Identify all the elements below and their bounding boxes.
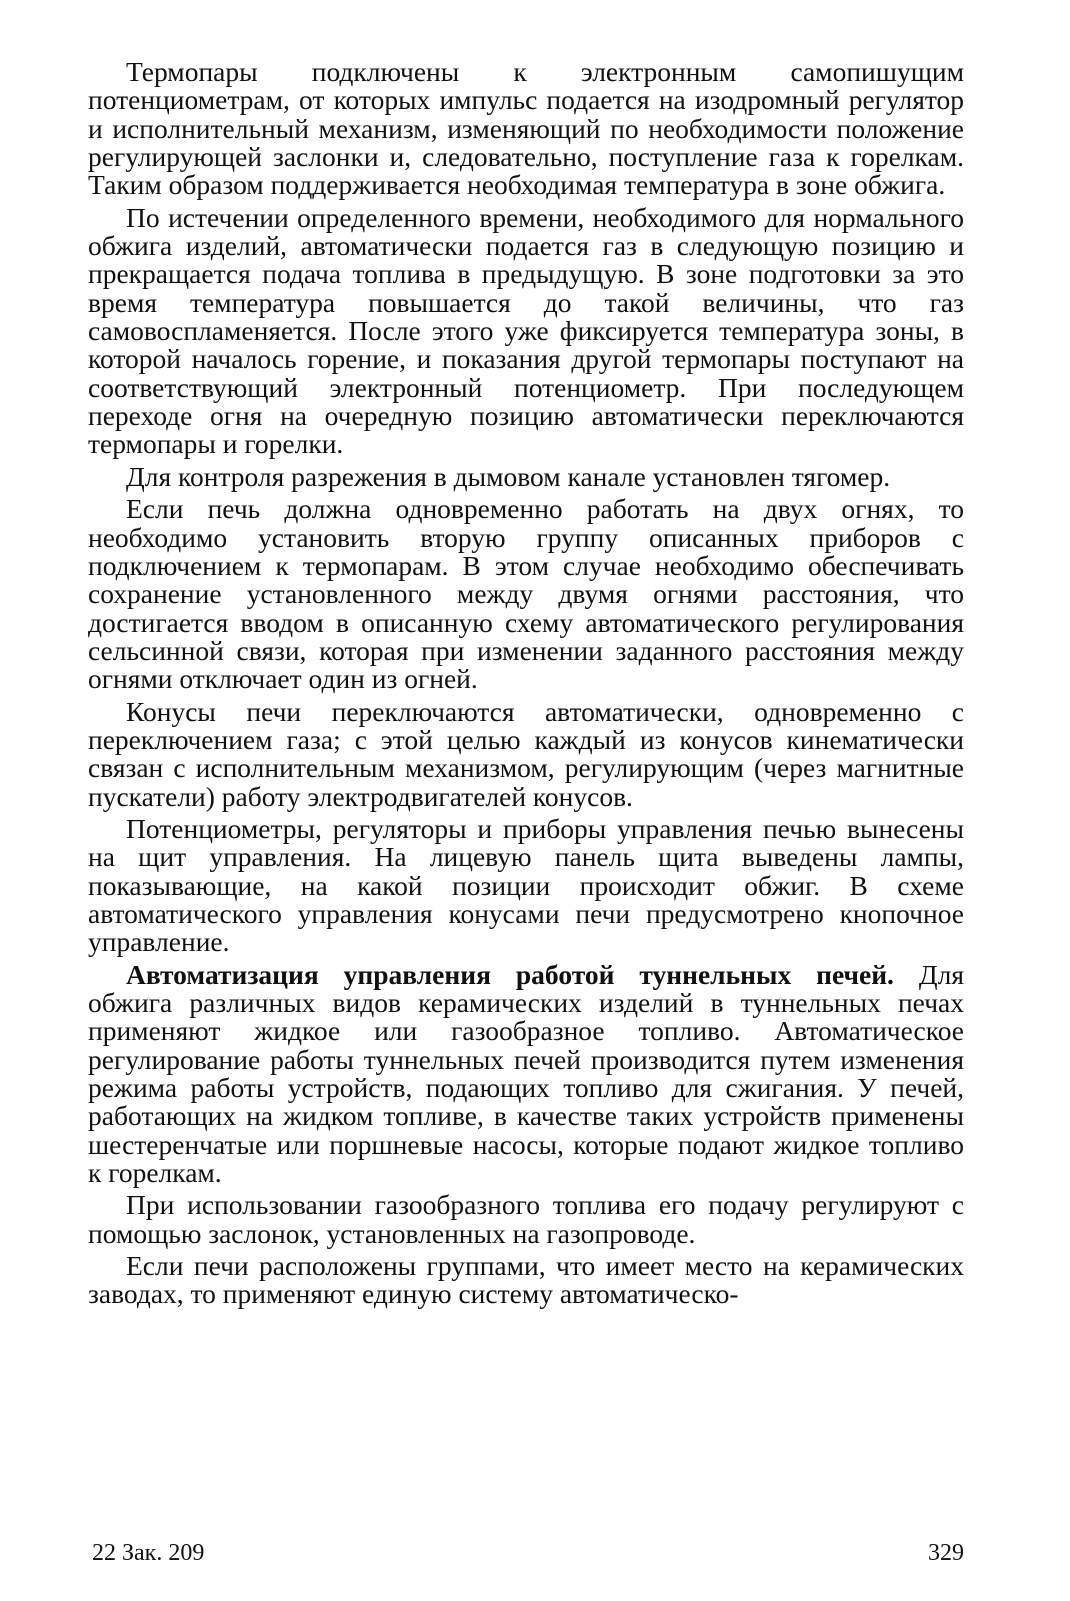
paragraph-time-expiry: По истечении определенного времени, необходимого для нормального обжига изделий, автоматически подается газ в следующую позицию и прекращается подача топлива в предыдущую. В зоне подготовки за это время температура повышается до такой величины, что газ самовоспламеняется. После этого уже фиксируется температура зоны, в которой началось горение, и показания другой термопары поступают на соответствующий электронный потенциометр. При последующем переходе огня на очередную позицию автоматически переключаются термопары и горелки. <box>88 201 964 460</box>
paragraph-tunnel-kilns <box>88 958 965 1189</box>
printer-signature: 22 Зак. 209 <box>92 1540 205 1566</box>
page-footer <box>92 1540 964 1567</box>
page-number: 329 <box>928 1540 964 1566</box>
paragraph-control-panel: Потенциометры, регуляторы и приборы управления печью вынесены на щит управления. На лицевую панель щита выведены лампы, показывающие, на какой позиции происходит обжиг. В схеме автоматического управления конусами печи предусмотрено кнопочное управление. <box>88 812 964 958</box>
section-heading: Автоматизация управления работой туннельных печей. <box>126 958 894 990</box>
paragraph-draft-gauge: Для контроля разрежения в дымовом канале установлен тягомер. <box>126 460 891 492</box>
paragraph-cones: Конусы печи переключаются автоматически, одновременно с переключением газа; с этой целью каждый из конусов кинематически связан с исполнительным механизмом, регулирующим (через магнитные пускатели) работу электродвигателей конусов. <box>88 695 964 812</box>
section-text: Для обжига различных видов керамических изделий в туннельных печах применяют жидкое или газообразное топливо. Автоматическое регулирование работы туннельных печей производится путем изменения режима работы устройств, подающих топливо для сжигания. У печей, работающих на жидком топливе, в качестве таких устройств применены шестеренчатые или поршневые насосы, которые подают жидкое топливо к горелкам. <box>88 958 965 1189</box>
paragraph-kiln-groups: Если печи расположены группами, что имеет место на керамических заводах, то применяют единую систему автоматическо- <box>88 1250 964 1310</box>
paragraph-two-fires: Если печь должна одновременно работать на двух огнях, то необходимо установить вторую группу описанных приборов с подключением к термопарам. В этом случае необходимо обеспечивать сохранение установленного между двумя огнями расстояния, что достигается вводом в описанную схему автоматического регулирования сельсинной связи, которая при изменении заданного расстояния между огнями отключает один из огней. <box>88 493 964 695</box>
paragraph-thermocouples: Термопары подключены к электронным самопишущим потенциометрам, от которых импульс подается на изодромный регулятор и исполнительный механизм, изменяющий по необходимости положение регулирующей заслонки и, следовательно, поступление газа к горелкам. Таким образом поддерживается необходимая температура в зоне обжига. <box>88 56 964 201</box>
page-body <box>88 58 964 1309</box>
paragraph-gas-fuel: При использовании газообразного топлива его подачу регулируют с помощью заслонок, установленных на газопроводе. <box>88 1189 964 1249</box>
